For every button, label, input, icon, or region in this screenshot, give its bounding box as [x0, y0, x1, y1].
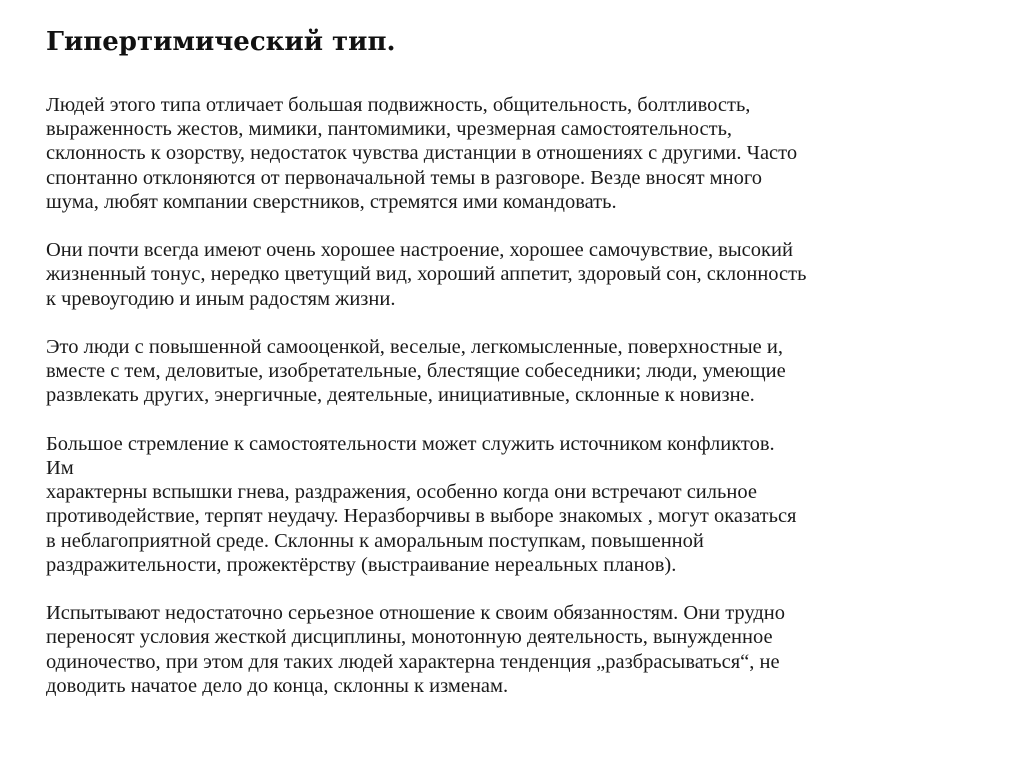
paragraph-4 — [46, 432, 986, 577]
text-line: доводить начатое дело до конца, склонны к изменам. — [46, 674, 509, 697]
text-line: спонтанно отклоняются от первоначальной темы в разговоре. Везде вносят много — [46, 166, 762, 189]
paragraph-3 — [46, 335, 986, 408]
text-line: характерны вспышки гнева, раздражения, особенно когда они встречают сильное — [46, 481, 757, 504]
paragraph-2 — [46, 238, 986, 311]
slide — [46, 22, 986, 722]
text-line: Они почти всегда имеют очень хорошее настроение, хорошее самочувствие, высокий — [46, 239, 793, 262]
paragraph-5 — [46, 601, 986, 698]
text-line: вместе с тем, деловитые, изобретательные, блестящие собеседники; люди, умеющие — [46, 360, 786, 383]
text-line: склонность к озорству, недостаток чувства дистанции в отношениях с другими. Часто — [46, 142, 798, 165]
text-line: Большое стремление к самостоятельности может служить источником конфликтов. — [46, 432, 775, 455]
text-line: одиночество, при этом для таких людей характерна тенденция „разбрасываться“, не — [46, 650, 780, 673]
text-line: шума, любят компании сверстников, стремятся ими командовать. — [46, 190, 617, 213]
text-line: Людей этого типа отличает большая подвижность, общительность, болтливость, — [46, 94, 751, 116]
slide-title: Гипертимический тип. — [46, 27, 396, 57]
text-line: к чревоугодию и иным радостям жизни. — [46, 287, 396, 310]
text-line: противодействие, терпят неудачу. Неразборчивы в выборе знакомых , могут оказаться — [46, 505, 797, 528]
text-line: развлекать других, энергичные, деятельные, инициативные, склонные к новизне. — [46, 384, 755, 407]
text-line: переносят условия жесткой дисциплины, монотонную деятельность, вынужденное — [46, 626, 773, 649]
text-line: Испытывают недостаточно серьезное отношение к своим обязанностям. Они трудно — [46, 602, 785, 625]
text-line: раздражительности, прожектёрству (выстраивание нереальных планов). — [46, 553, 677, 576]
paragraph-1 — [46, 93, 986, 214]
text-line: Это люди с повышенной самооценкой, веселые, легкомысленные, поверхностные и, — [46, 336, 783, 358]
text-line: Им — [46, 457, 74, 479]
text-line: выраженность жестов, мимики, пантомимики, чрезмерная самостоятельность, — [46, 118, 733, 141]
text-line: жизненный тонус, нередко цветущий вид, хороший аппетит, здоровый сон, склонность — [46, 263, 807, 286]
text-line: в неблагоприятной среде. Склонны к аморальным поступкам, повышенной — [46, 529, 704, 552]
